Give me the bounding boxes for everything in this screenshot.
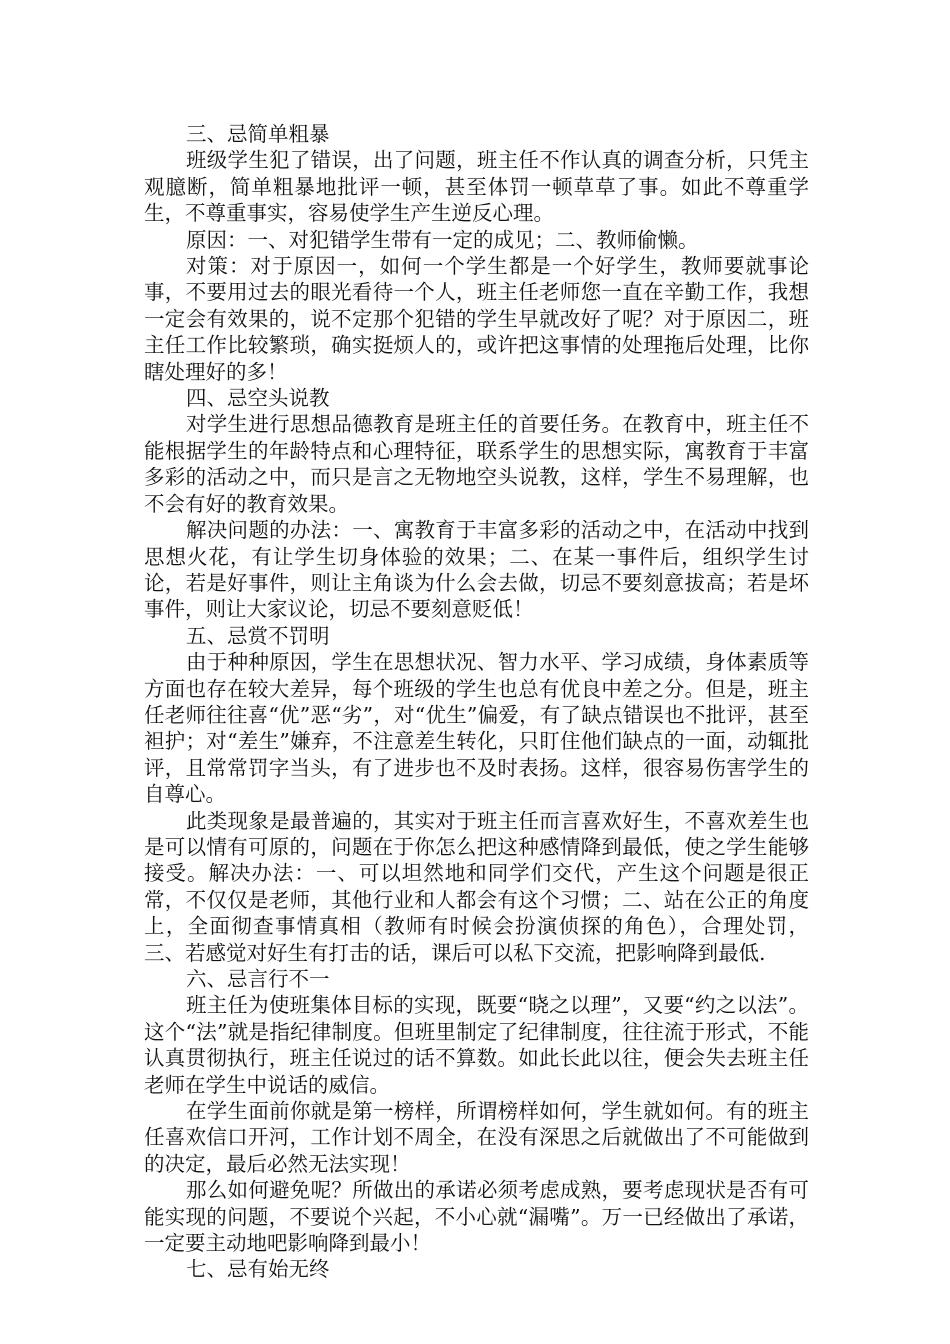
section-heading: 三、忌简单粗暴 (186, 122, 330, 146)
paragraph: 此类现象是最普遍的，其实对于班主任而言喜欢好生，不喜欢差生也是可以情有可原的，问题在于你怎么把这种感情降到最低，使之学生能够接受。解决办法：一、可以坦然地和同学们交代，产生这个问题是很正常，不仅仅是老师，其他行业和人都会有这个习惯；二、站在公正的角度上，全面彻查事情真相（教师有时候会扮演侦探的角色），合理处罚，三、若感觉对好生有打击的话，课后可以私下交流，把影响降到最低. (144, 808, 809, 965)
paragraph: 在学生面前你就是第一榜样，所谓榜样如何，学生就如何。有的班主任喜欢信口开河，工作计划不周全，在没有深思之后就做出了不可能做到的决定，最后必然无法实现！ (144, 1099, 809, 1176)
paragraph: 解决问题的办法：一、寓教育于丰富多彩的活动之中，在活动中找到思想火花，有让学生切身体验的效果；二、在某一事件后，组织学生讨论，若是好事件，则让主角谈为什么会去做，切忌不要刻意拔高；若是坏事件，则让大家议论，切忌不要刻意贬低！ (144, 518, 809, 622)
paragraph: 原因：一、对犯错学生带有一定的成见；二、教师偷懒。 (186, 227, 699, 252)
paragraph: 对学生进行思想品德教育是班主任的首要任务。在教育中，班主任不能根据学生的年龄特点和心理特征，联系学生的思想实际，寓教育于丰富多彩的活动之中，而只是言之无物地空头说教，这样，学生不易理解，也不会有好的教育效果。 (144, 412, 809, 516)
paragraph: 班级学生犯了错误，出了问题，班主任不作认真的调查分析，只凭主观臆断，简单粗暴地批评一顿，甚至体罚一顿草草了事。如此不尊重学生，不尊重事实，容易使学生产生逆反心理。 (144, 148, 809, 226)
paragraph: 由于种种原因，学生在思想状况、智力水平、学习成绩，身体素质等方面也存在较大差异，每个班级的学生也总有优良中差之分。但是，班主任老师往往喜“优”恶“劣”，对“优生”偏爱，有了缺点错误也不批评，甚至袒护；对“差生”嫌弃，不注意差生转化，只盯住他们缺点的一面，动辄批评，且常常罚字当头，有了进步也不及时表扬。这样，很容易伤害学生的自尊心。 (144, 650, 809, 807)
paragraph: 那么如何避免呢？所做出的承诺必须考虑成熟，要考虑现状是否有可能实现的问题，不要说个兴起，不小心就“漏嘴”。万一已经做出了承诺，一定要主动地吧影响降到最小！ (144, 1178, 809, 1256)
section-heading: 六、忌言行不一 (186, 967, 330, 991)
paragraph: 对策：对于原因一，如何一个学生都是一个好学生，教师要就事论事，不要用过去的眼光看待一个人，班主任老师您一直在辛勤工作，我想一定会有效果的，说不定那个犯错的学生早就改好了呢？对于原因二，班主任工作比较繁琐，确实挺烦人的，或许把这事情的处理拖后处理，比你瞎处理好的多！ (144, 254, 809, 384)
section-heading: 四、忌空头说教 (186, 386, 330, 411)
section-heading: 七、忌有始无终 (186, 1257, 330, 1282)
paragraph: 班主任为使班集体目标的实现，既要“晓之以理”，又要“约之以法”。这个“法”就是指纪律制度。但班里制定了纪律制度，往往流于形式，不能认真贯彻执行，班主任说过的话不算数。如此长此以往，便会失去班主任老师在学生中说话的威信。 (144, 993, 809, 1097)
section-heading: 五、忌赏不罚明 (186, 623, 330, 648)
document-page (144, 121, 809, 1283)
